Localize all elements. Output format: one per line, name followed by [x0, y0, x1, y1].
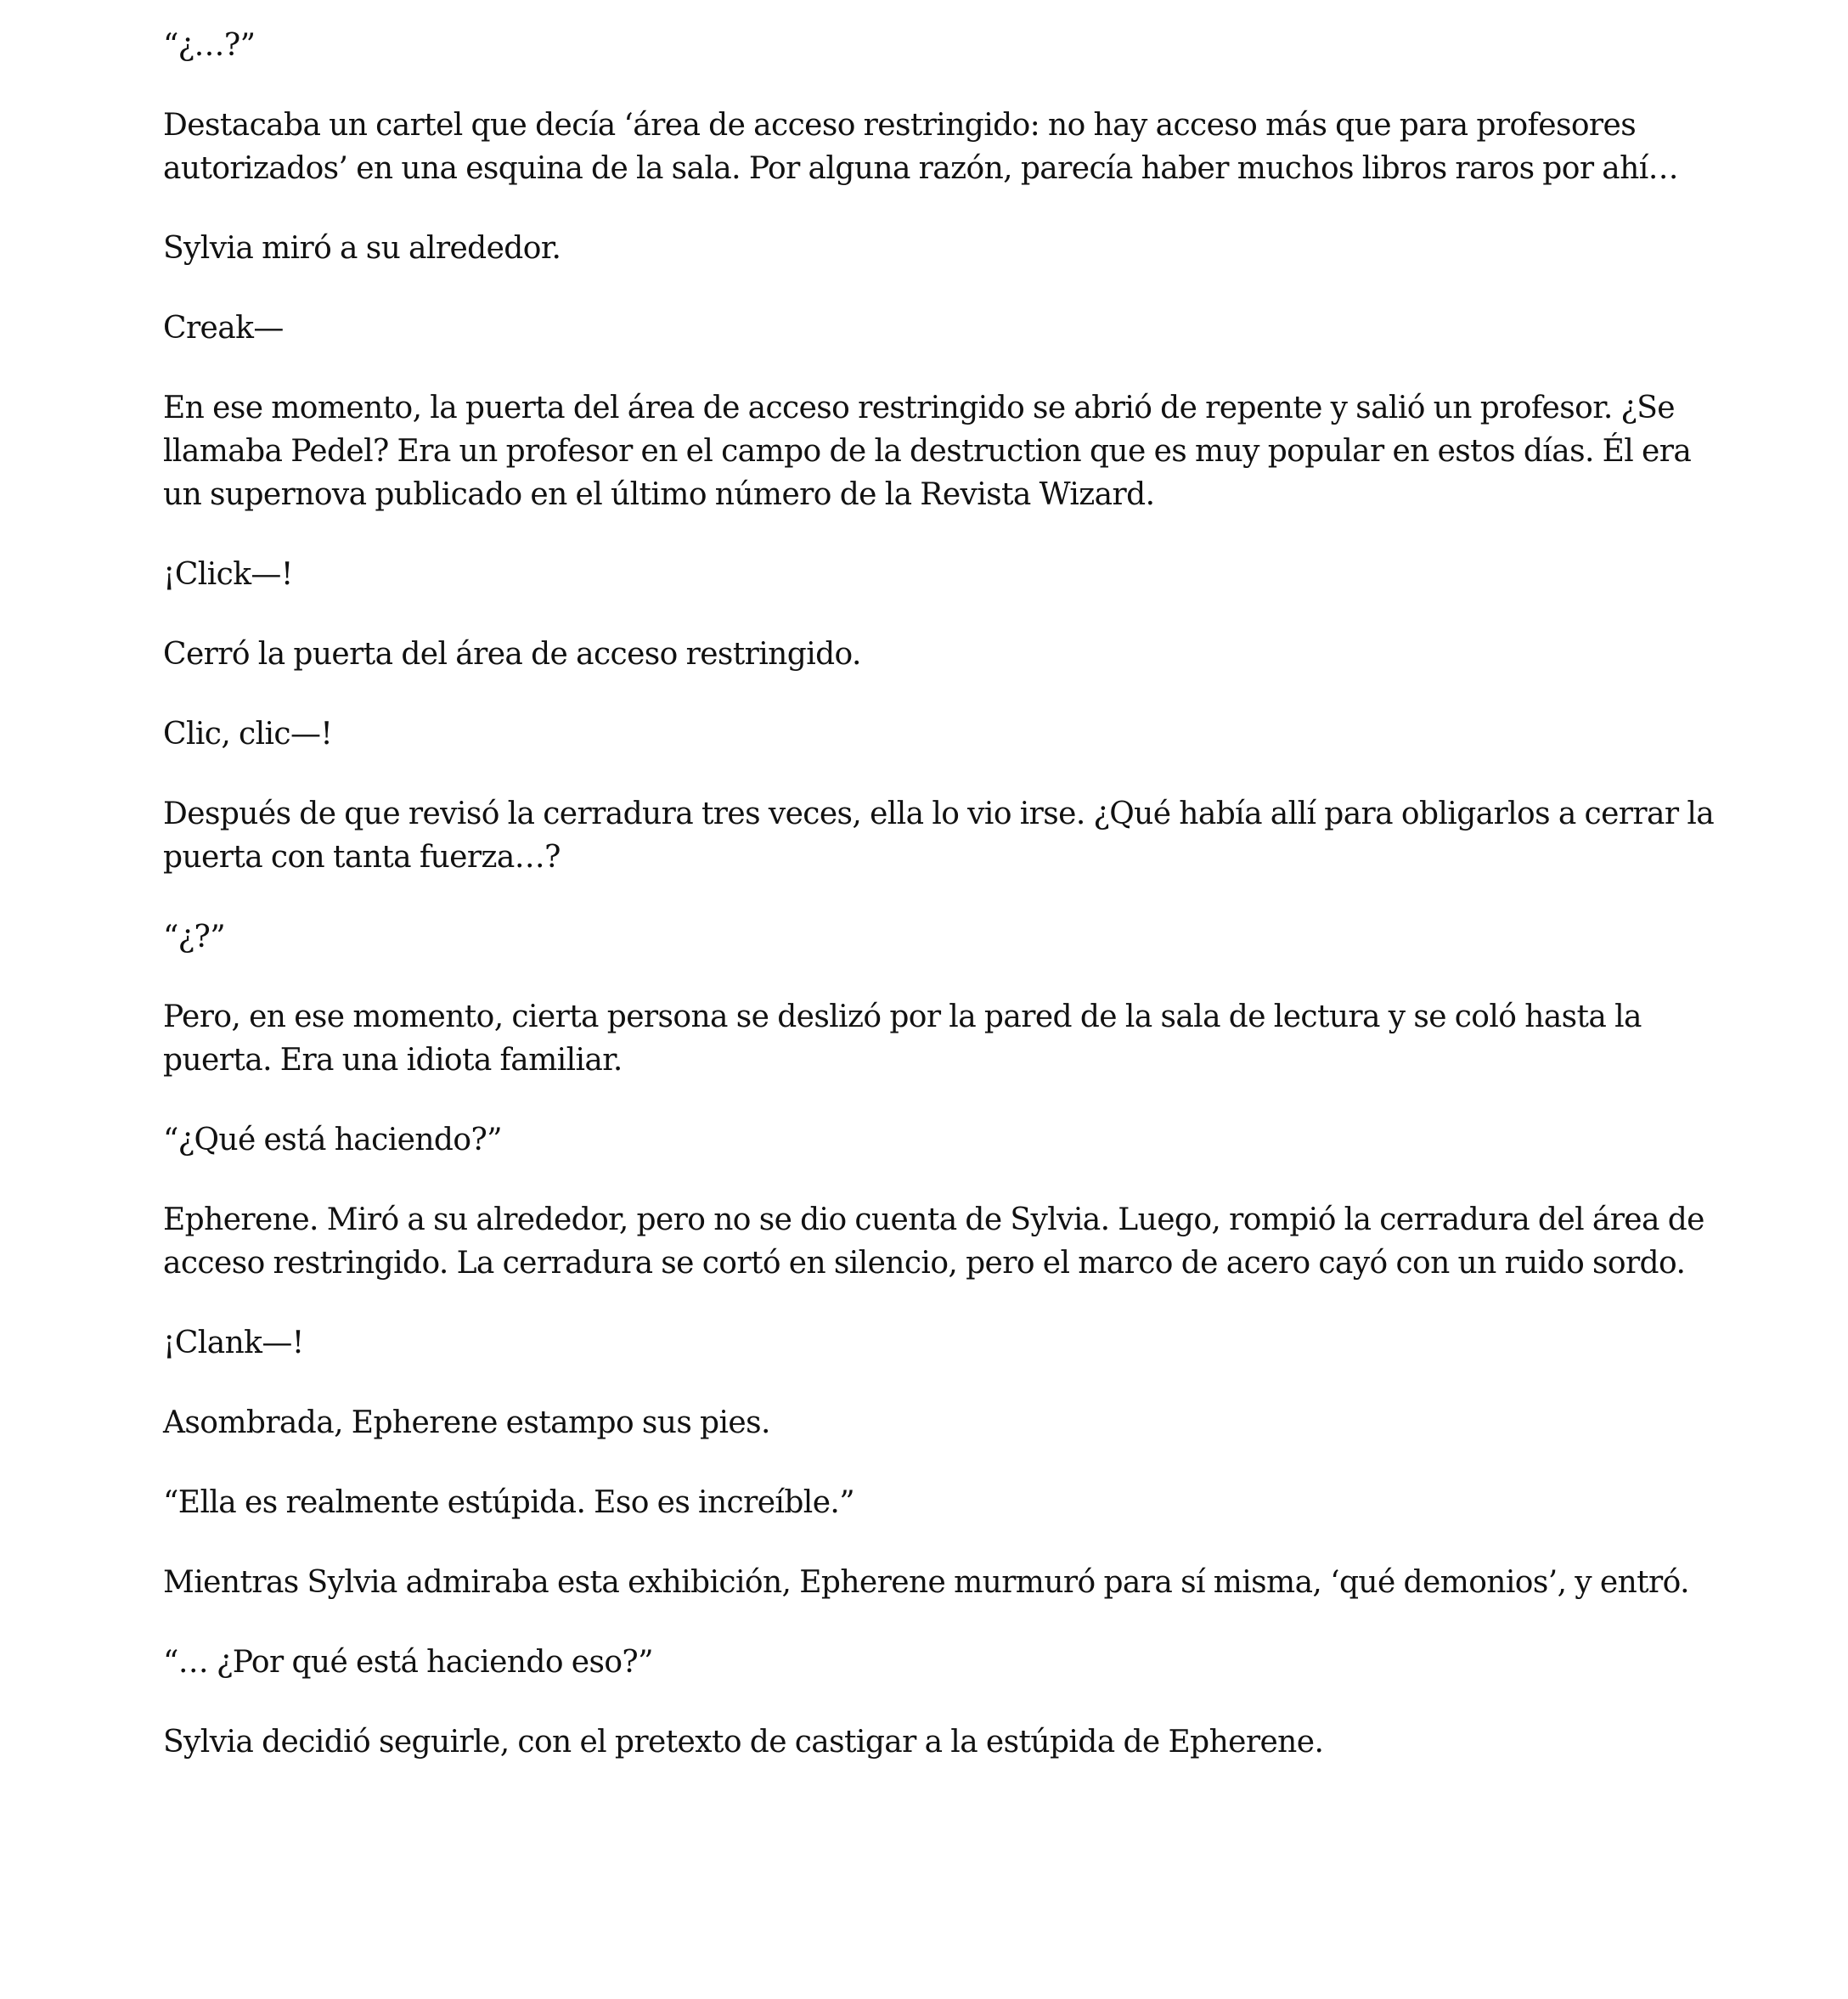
paragraph: “¿…?” [163, 28, 256, 63]
paragraph: “¿?” [163, 920, 226, 954]
paragraph: ¡Click—! [163, 557, 293, 592]
document-page [163, 24, 1726, 1800]
paragraph: “Ella es realmente estúpida. Eso es increíble.” [163, 1485, 855, 1520]
paragraph: Destacaba un cartel que decía ‘área de acceso restringido: no hay acceso más que para profesores autorizados’ en una esquina de la sala. Por alguna razón, parecía haber muchos libros raros por ahí… [163, 108, 1679, 186]
paragraph: Pero, en ese momento, cierta persona se deslizó por la pared de la sala de lectura y se coló hasta la puerta. Era una idiota familiar. [163, 1000, 1642, 1078]
paragraph: Asombrada, Epherene estampo sus pies. [163, 1405, 770, 1440]
paragraph: Epherene. Miró a su alrededor, pero no se dio cuenta de Sylvia. Luego, rompió la cerradura del área de acceso restringido. La cerradura se cortó en silencio, pero el marco de acero cayó con un ruido sordo. [163, 1202, 1704, 1281]
paragraph: Mientras Sylvia admiraba esta exhibición, Epherene murmuró para sí misma, ‘qué demonios’, y entró. [163, 1565, 1689, 1600]
paragraph: Sylvia miró a su alrededor. [163, 231, 561, 266]
paragraph: Después de que revisó la cerradura tres veces, ella lo vio irse. ¿Qué había allí para obligarlos a cerrar la puerta con tanta fuerza…? [163, 797, 1715, 875]
paragraph: Cerró la puerta del área de acceso restringido. [163, 637, 861, 672]
paragraph: “¿Qué está haciendo?” [163, 1123, 502, 1157]
paragraph: “… ¿Por qué está haciendo eso?” [163, 1645, 653, 1680]
paragraph: Creak— [163, 311, 284, 346]
paragraph: En ese momento, la puerta del área de acceso restringido se abrió de repente y salió un profesor. ¿Se llamaba Pedel? Era un profesor en el campo de la destruction que es muy popular en estos días. Él era un supernova publicado en el último número de la Revista Wizard. [163, 391, 1692, 512]
paragraph: ¡Clank—! [163, 1326, 304, 1360]
paragraph: Clic, clic—! [163, 717, 333, 752]
paragraph: Sylvia decidió seguirle, con el pretexto de castigar a la estúpida de Epherene. [163, 1725, 1324, 1760]
